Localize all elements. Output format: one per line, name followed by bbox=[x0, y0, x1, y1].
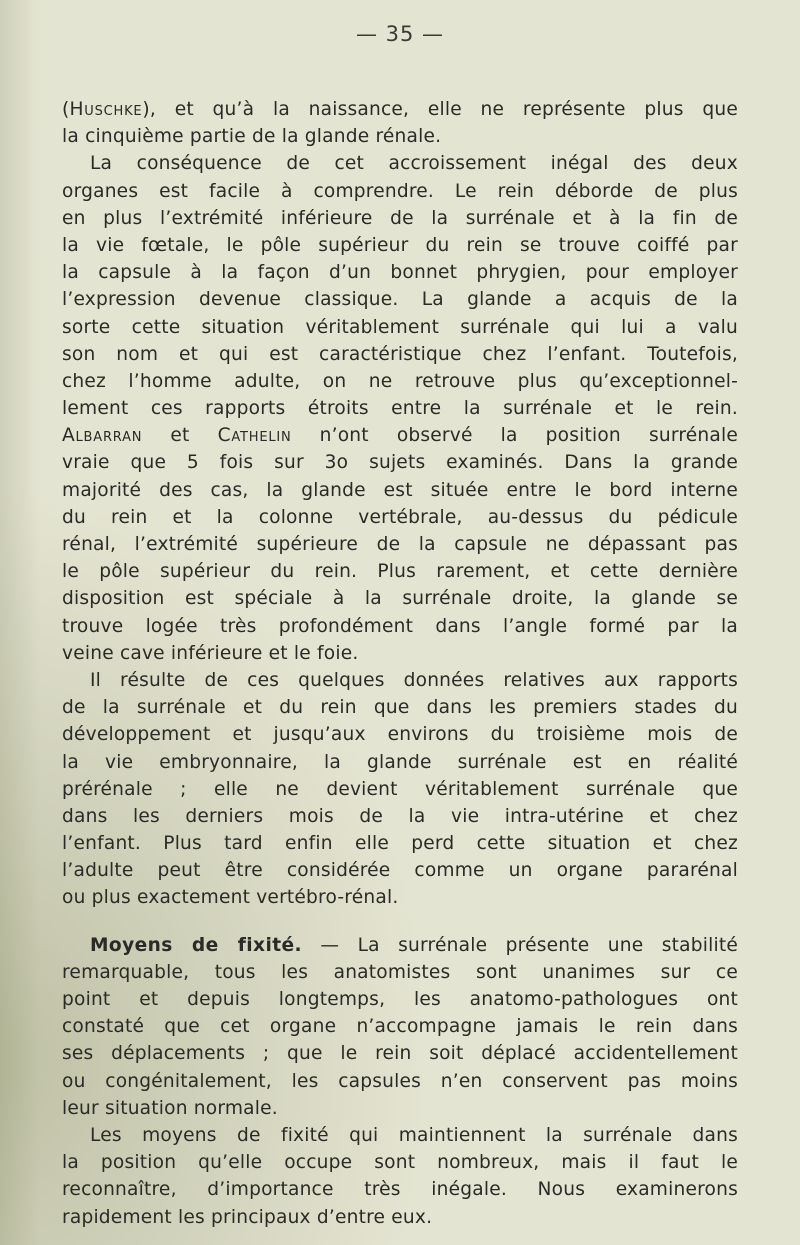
text-line: rapidement les principaux d’entre eux. bbox=[62, 1206, 433, 1228]
text-line: la position qu’elle occupe sont nombreux, mais il faut le bbox=[62, 1152, 738, 1174]
author-name: Albarran bbox=[62, 425, 143, 447]
text-line: point et depuis longtemps, les anatomo-pathologues ont bbox=[62, 989, 738, 1010]
text-line: Les moyens de fixité qui maintiennent la surrénale dans bbox=[90, 1124, 738, 1146]
text-line: veine cave inférieure et le foie. bbox=[62, 642, 359, 664]
text-line: la vie embryonnaire, la glande surrénale est en réalité bbox=[62, 751, 738, 773]
text-line: du rein et la colonne vertébrale, au-dessus du pédicule bbox=[62, 506, 738, 528]
text-line: organes est facile à comprendre. Le rein déborde de plus bbox=[62, 180, 738, 202]
section-heading: Moyens de fixité. bbox=[90, 934, 302, 956]
text-line: développement et jusqu’aux environs du troisième mois de bbox=[62, 724, 738, 746]
body-text bbox=[62, 96, 738, 1231]
text-line: la cinquième partie de la glande rénale. bbox=[62, 126, 442, 148]
text-line: l’adulte peut être considérée comme un organe pararénal bbox=[62, 860, 738, 882]
text-line: le pôle supérieur du rein. Plus rarement, et cette dernière bbox=[62, 561, 738, 583]
author-name: Huschke bbox=[69, 99, 143, 120]
text-line: sorte cette situation véritablement surrénale qui lui a valu bbox=[62, 316, 738, 338]
text-line: ou plus exactement vertébro-rénal. bbox=[62, 887, 399, 909]
text-line: disposition est spéciale à la surrénale droite, la glande se bbox=[62, 588, 738, 610]
text-line: vraie que 5 fois sur 3o sujets examinés. Dans la grande bbox=[62, 452, 738, 474]
author-name: Cathelin bbox=[217, 425, 292, 447]
text-line: ses déplacements ; que le rein soit déplacé accidentellement bbox=[62, 1043, 738, 1065]
text-line: la capsule à la façon d’un bonnet phrygien, pour employer bbox=[62, 262, 738, 284]
text-line: leur situation normale. bbox=[62, 1097, 278, 1119]
text-line: La conséquence de cet accroissement inégal des deux bbox=[90, 153, 738, 175]
text-line: trouve logée très profondément dans l’angle formé par la bbox=[62, 615, 738, 637]
text-line: Il résulte de ces quelques données relatives aux rapports bbox=[90, 669, 738, 691]
text-line: Albarran et Cathelin n’ont observé la position surrénale bbox=[62, 425, 739, 447]
text-line: chez l’homme adulte, on ne retrouve plus qu’exceptionnel- bbox=[62, 370, 738, 392]
text-line: prérénale ; elle ne devient véritablement surrénale que bbox=[62, 778, 738, 800]
text-line: majorité des cas, la glande est située entre le bord interne bbox=[62, 479, 738, 501]
text-line: constaté que cet organe n’accompagne jamais le rein dans bbox=[62, 1016, 738, 1038]
text-line: l’enfant. Plus tard enfin elle perd cette situation et chez bbox=[62, 833, 738, 855]
text-line: reconnaître, d’importance très inégale. Nous examinerons bbox=[62, 1179, 738, 1201]
text-line: ou congénitalement, les capsules n’en conservent pas moins bbox=[62, 1070, 738, 1092]
section-heading-line: Moyens de fixité. — La surrénale présente une stabilité bbox=[90, 934, 738, 956]
text-line: remarquable, tous les anatomistes sont unanimes sur ce bbox=[62, 961, 738, 983]
text-line: dans les derniers mois de la vie intra-utérine et chez bbox=[62, 805, 738, 827]
text-line: (Huschke), et qu’à la naissance, elle ne représente plus que bbox=[62, 99, 738, 120]
text-line: en plus l’extrémité inférieure de la surrénale et à la fin de bbox=[62, 207, 738, 229]
text-line: de la surrénale et du rein que dans les premiers stades du bbox=[62, 697, 738, 719]
text-line: son nom et qui est caractéristique chez l’enfant. Toutefois, bbox=[62, 343, 738, 365]
text-line: lement ces rapports étroits entre la surrénale et le rein. bbox=[62, 398, 738, 420]
text-line: rénal, l’extrémité supérieure de la capsule ne dépassant pas bbox=[62, 534, 738, 555]
text-line: l’expression devenue classique. La glande a acquis de la bbox=[62, 289, 738, 311]
page-number: — 35 — bbox=[355, 22, 445, 46]
text-line: la vie fœtale, le pôle supérieur du rein se trouve coiffé par bbox=[62, 234, 738, 256]
